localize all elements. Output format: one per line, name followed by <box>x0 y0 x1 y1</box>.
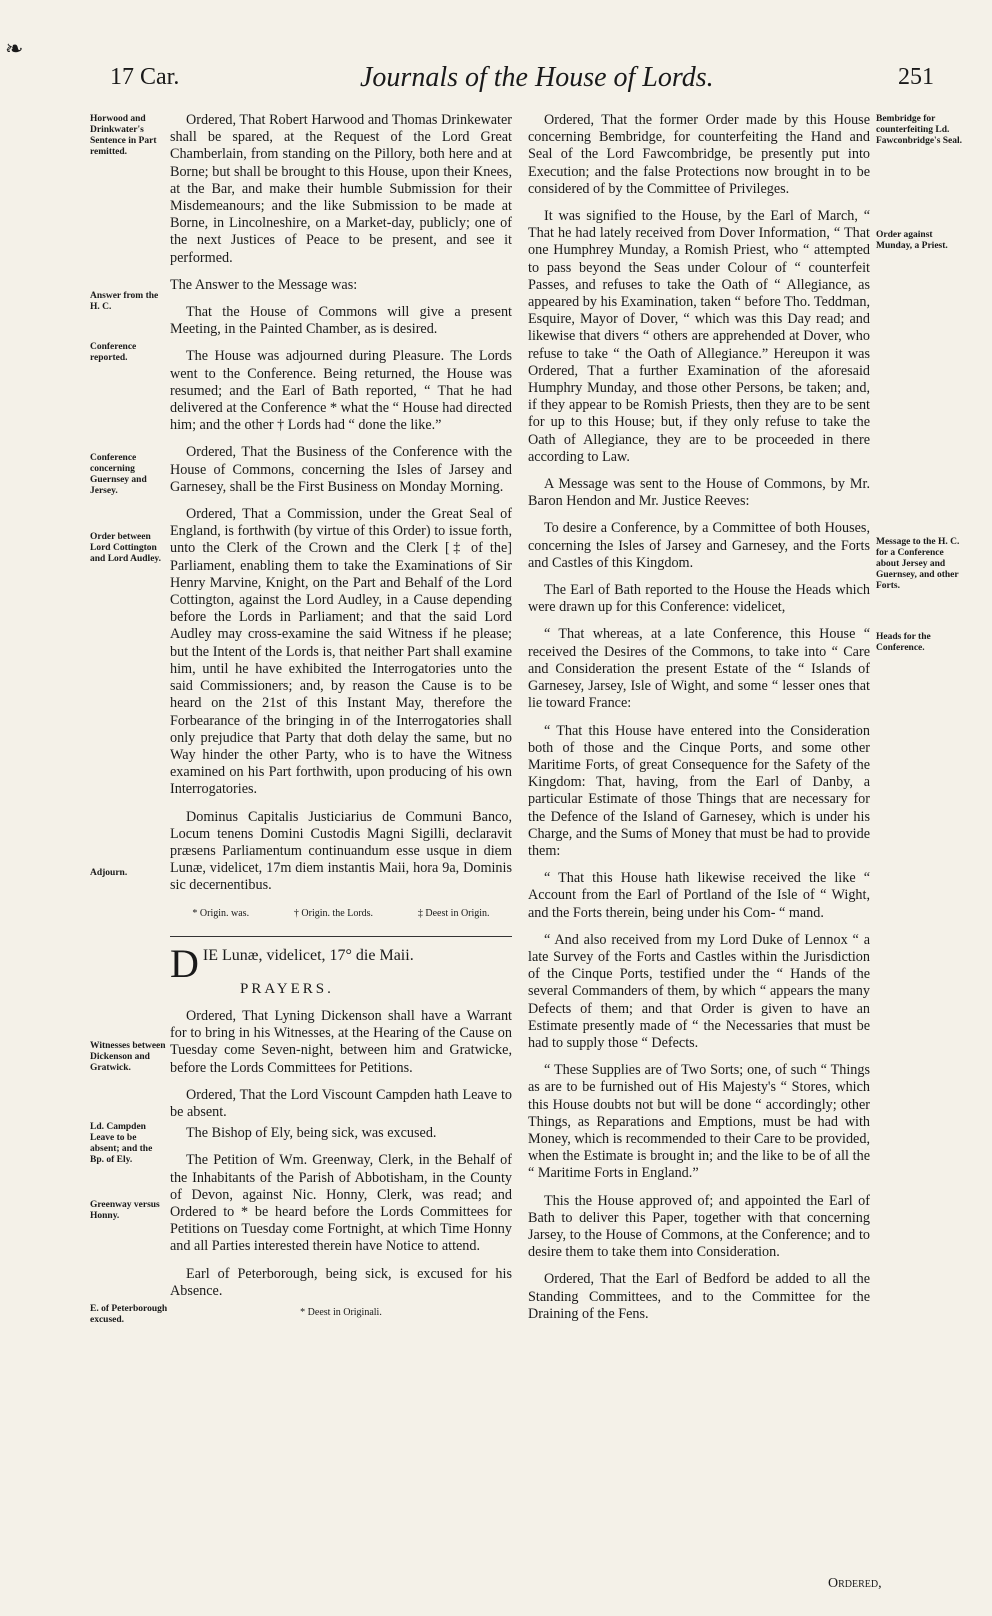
day-heading-text: IE Lunæ, videlicet, 17° die Maii. <box>202 946 414 964</box>
running-header <box>0 60 992 100</box>
margin-note: Greenway versus Honny. <box>90 1200 160 1221</box>
paragraph: The Petition of Wm. Greenway, Clerk, in the Behalf of the Inhabitants of the Parish of Abbotisham, in the County of Devon, against Nic. Honny, Clerk, was read; and Ordered to * be heard before the Lords Committees for Petitions on Tuesday come Fortnight, at which Time Honny and all Parties interested therein have Notice to attend. <box>170 1152 512 1255</box>
footnote: † Origin. the Lords. <box>293 907 374 919</box>
paragraph: Earl of Peterborough, being sick, is excused for his Absence. <box>170 1265 512 1299</box>
left-column <box>170 112 512 1321</box>
margin-note: Conference concerning Guernsey and Jersey. <box>90 453 147 496</box>
margin-note: Message to the H. C. for a Conference about Jersey and Guernsey, and other Forts. <box>876 537 960 591</box>
paragraph: The Bishop of Ely, being sick, was excused. <box>186 1125 437 1142</box>
paragraph: Ordered, That the former Order made by this House concerning Bembridge, for counterfeiting the Hand and Seal of the Lord Fawcombridge, be presently put into Execution; and the false Protections now brought in to be considered of by the Committee of Privileges. <box>528 112 870 197</box>
paragraph: The Earl of Bath reported to the House the Heads which were drawn up for this Conference: videlicet, <box>528 582 870 616</box>
margin-note: Horwood and Drinkwater's Sentence in Part remitted. <box>90 114 157 157</box>
header-regnal-year: 17 Car. <box>110 64 180 90</box>
scissors-icon: ❧ <box>5 36 24 61</box>
margin-note: E. of Peterborough excused. <box>90 1304 168 1325</box>
margin-note: Witnesses between Dickenson and Gratwick. <box>90 1041 166 1073</box>
margin-note: Adjourn. <box>90 868 128 878</box>
paragraph: That the House of Commons will give a present Meeting, in the Painted Chamber, as is desired. <box>170 304 512 338</box>
margin-note: Bembridge for counterfeiting Ld. Fawconbridge's Seal. <box>876 114 963 146</box>
paragraph: Ordered, That a Commission, under the Great Seal of England, is forthwith (by virtue of this Order) to issue forth, unto the Clerk of the Crown and the Clerk [‡ of the] Parliament, enabling them to take the Examinations of Sir Henry Marvine, Knight, on the Part and Behalf of the Lord Cottington, against the Lord Audley, in a Cause depending before the Lords in Parliament; and that the said Lord Audley may cross-examine the said Witness if he please; but the Intent of the Lords is, that neither Part shall examine him, until he have exhibited the Interrogatories unto the said Commissioners; and, by reason the Cause is to be heard on the 21st of this Instant May, therefore the Forbearance of the bringing in of the Interrogatories shall only prejudice that Party that doth delay the same, but no Way hinder the other Party, who is to have the Witness examined on his Part forthwith, upon producing of his own Interrogatories. <box>170 506 512 798</box>
paragraph: “ And also received from my Lord Duke of Lennox “ a late Survey of the Forts and Castles within the Jurisdiction of the Cinque Ports, testified under the “ Hands of the several Commanders of them, by which “ appears the many Defects of them; and that Order is given to have an Estimate presently made of “ the Necessaries that must be had to supply those “ Defects. <box>528 931 870 1051</box>
prayers-heading: PRAYERS. <box>240 980 334 997</box>
margin-note: Conference reported. <box>90 342 137 363</box>
catchword: Ordered, <box>828 1576 882 1591</box>
day-heading <box>170 940 512 986</box>
footnotes <box>170 905 512 922</box>
paragraph: The Answer to the Message was: <box>170 276 358 293</box>
paragraph: “ That this House hath likewise received the like “ Account from the Earl of Portland of the Isle of “ Wight, and the Forts therein, being under his Com- “ mand. <box>528 870 870 921</box>
header-title: Journals of the House of Lords. <box>360 62 714 93</box>
paragraph: Ordered, That the Lord Viscount Campden hath Leave to be absent. <box>170 1086 512 1120</box>
paragraph: The House was adjourned during Pleasure. The Lords went to the Conference. Being returned, the House was resumed; and the Earl of Bath reported, “ That he had delivered at the Conference * what the “ House had directed him; and the other † Lords had “ done the like.” <box>170 348 512 434</box>
paragraph: It was signified to the House, by the Earl of March, “ That he had lately received from Dover Information, “ That one Humphrey Munday, a Romish Priest, who “ attempted to pass beyond the Seas under Colour of “ counterfeit Passes, and refuses to take the Oath of “ Allegiance, as appeared by his Examination, taken “ before Tho. Teddman, Esquire, Mayor of Dover, “ which was this Day read; and likewise that divers “ others are apprehended at Dover, who refuse to take “ the Oath of Allegiance.” Hereupon it was Ordered, That a further Examination of the aforesaid Humphry Munday, and those other Persons, be taken; and, if they appear to be Romish Priests, then they are to be sent for up to this House; but, if they only refuse to take the Oath of Allegiance, they are to be proceeded in there according to Law. <box>528 208 870 465</box>
paragraph: Ordered, That Robert Harwood and Thomas Drinkewater shall be spared, at the Request of the Lord Great Chamberlain, from standing on the Pillory, both here and at Borne; but shall be brought to this House, upon their Knees, at the Bar, and make their humble Submission for their Misdemeanours; and the like Submission to be made at Borne, in Lincolneshire, on a Market-day, publicly; one of the next Justices of Peace to be present, and see it performed. <box>170 112 512 266</box>
paragraph: To desire a Conference, by a Committee of both Houses, concerning the Isles of Jarsey and Garnesey, and the Forts and Castles of this Kingdom. <box>528 520 870 571</box>
margin-note: Heads for the Conference. <box>876 632 931 653</box>
paragraph: “ That this House have entered into the Consideration both of those and the Cinque Ports, and some other Maritime Forts, of great Consequence for the Safety of the Kingdom: That, having, from the Earl of Danby, a particular Estimate of those Things that are necessary for the Defence of the Island of Garnesey, which is under his Charge, and the Sums of Money that must be had to provide them: <box>528 722 870 859</box>
paragraph: “ That whereas, at a late Conference, this House “ received the Desires of the Commons, to take into “ Care and Consideration the present Estate of the “ Islands of Garnesey, Jarsey, Isle of Wight, and some “ lesser ones that lie toward France: <box>528 626 870 712</box>
footnote: * Deest in Originali. <box>300 1306 382 1318</box>
paragraph: Ordered, That the Business of the Conference with the House of Commons, concerning the Isles of Jarsey and Garnesey, shall be the First Business on Monday Morning. <box>170 444 512 495</box>
page-number: 251 <box>898 64 934 90</box>
footnote: * Origin. was. <box>192 907 250 919</box>
margin-note: Order between Lord Cottington and Lord Audley. <box>90 532 162 564</box>
paragraph: Ordered, That Lyning Dickenson shall have a Warrant for to bring in his Witnesses, at the Hearing of the Cause on Tuesday come Seven-night, between him and Gratwicke, before the Lords Committees for Petitions. <box>170 1007 512 1076</box>
paragraph: This the House approved of; and appointed the Earl of Bath to deliver this Paper, together with that concerning Jarsey, to the House of Commons, at the Conference; and to desire them to take them into Consideration. <box>528 1192 870 1261</box>
paragraph: Dominus Capitalis Justiciarius de Communi Banco, Locum tenens Domini Custodis Magni Sigilli, declaravit præsens Parliamentum continuandum esse usque in diem Lunæ, videlicet, 17m diem instantis Maii, hora 9a, Dominis sic decernentibus. <box>170 808 512 894</box>
margin-note: Answer from the H. C. <box>90 291 159 312</box>
paragraph: A Message was sent to the House of Commons, by Mr. Baron Hendon and Mr. Justice Reeves: <box>528 476 870 510</box>
right-column <box>528 112 870 1333</box>
footnote: ‡ Deest in Origin. <box>417 907 490 919</box>
paragraph: Ordered, That the Earl of Bedford be added to all the Standing Committees, and to the Committee for the Draining of the Fens. <box>528 1271 870 1322</box>
drop-cap: D <box>170 940 199 986</box>
margin-note: Order against Munday, a Priest. <box>876 230 948 251</box>
paragraph: “ These Supplies are of Two Sorts; one, of such “ Things as are to be furnished out of His Majesty's “ Stores, which this House doubts not but will be done “ accordingly; other Things, as Reparations and Emptions, must be had with Money, which is recommended to their Care to be provided, when the Estimate is brought in; and the like to be of all the “ Maritime Forts in England.” <box>528 1062 870 1182</box>
divider <box>170 936 512 937</box>
margin-note: Ld. Campden Leave to be absent; and the Bp. of Ely. <box>90 1122 153 1165</box>
